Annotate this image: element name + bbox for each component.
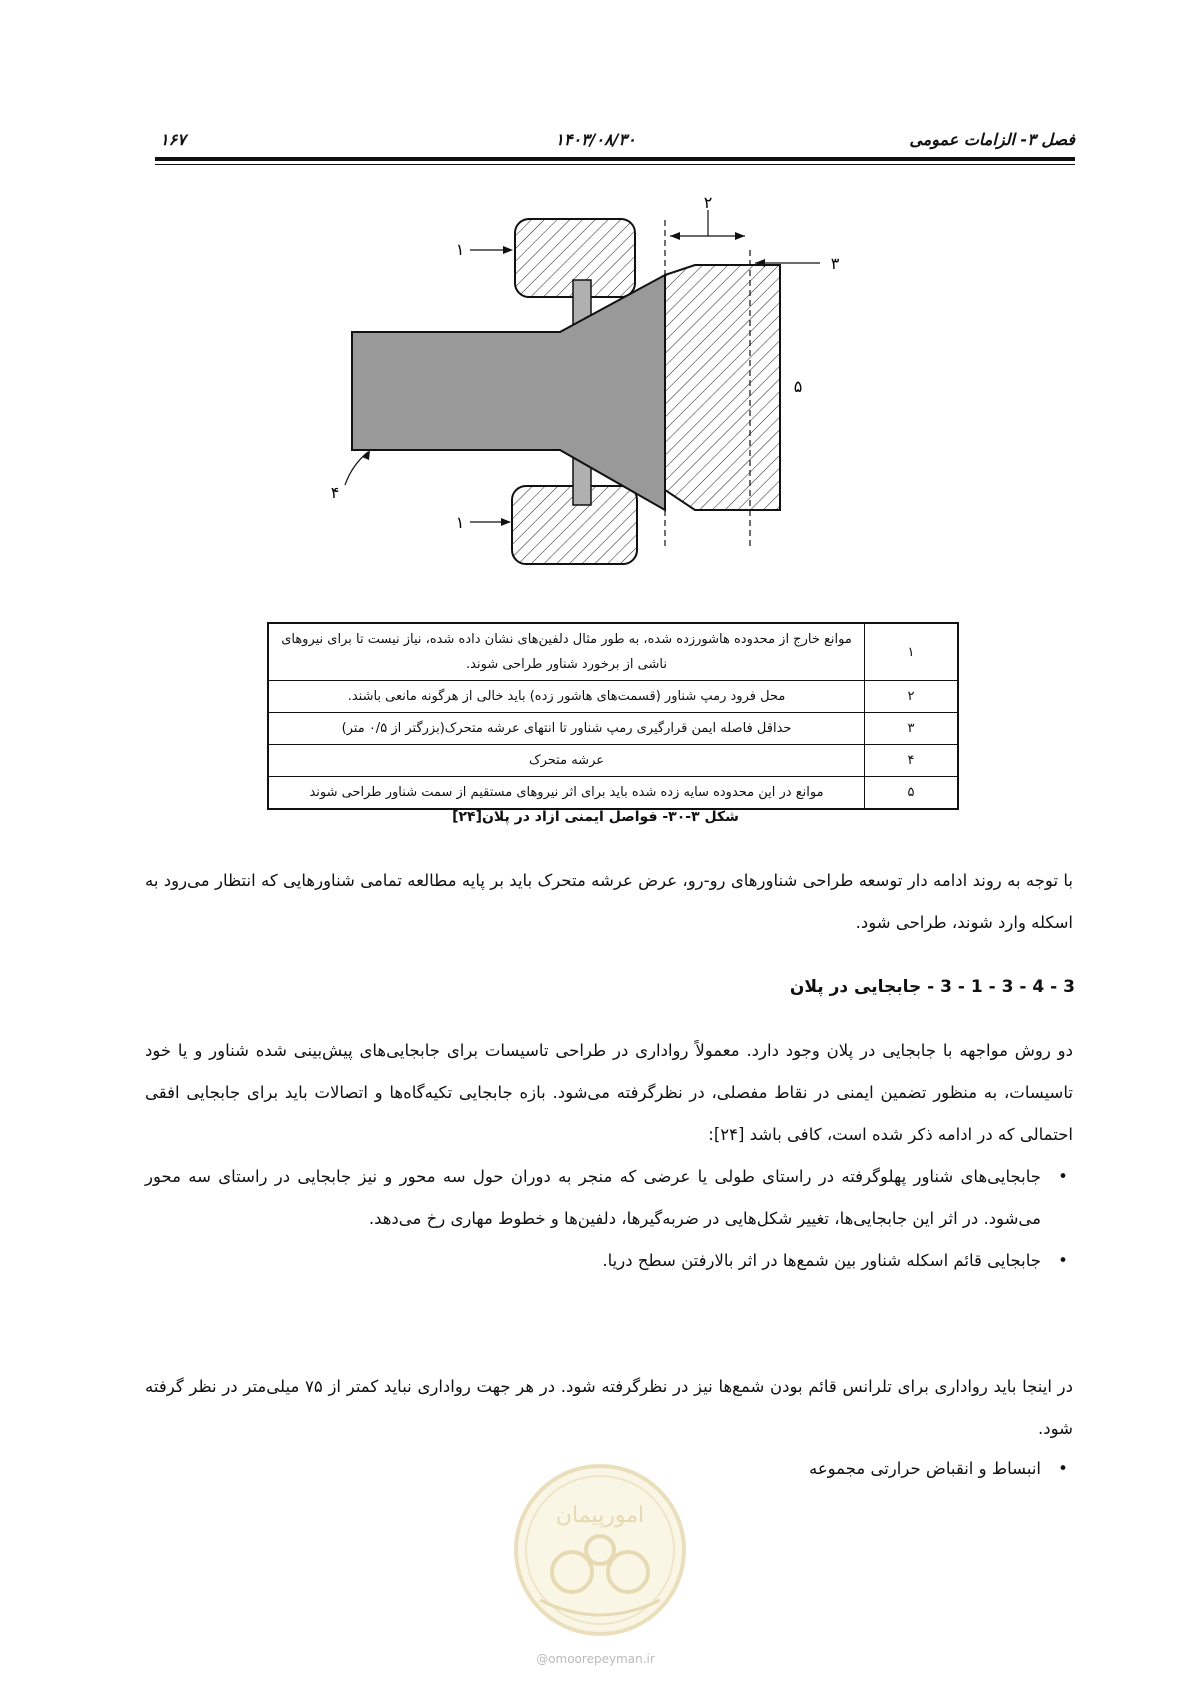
row-number: ۴ [865,745,959,777]
page-number: ۱۶۷ [160,130,186,149]
chapter-title: فصل ۳- الزامات عمومی [909,130,1075,149]
bullet-dot: • [1058,1459,1068,1478]
header-rule-thin [155,164,1075,165]
row-number: ۵ [865,777,959,810]
table-row [268,745,958,777]
watermark-text: امورپیمان [555,1503,645,1528]
callout-5: ۵ [793,377,803,396]
paragraph-1: با توجه به روند ادامه دار توسعه طراحی شناورهای رو-رو، عرض عرشه متحرک باید بر پایه مطالعه تمامی شناورهایی که انتظار می‌رود به اسکله وارد شوند، طراحی شود. [145,871,1073,932]
header-rule [155,157,1075,161]
row-text: حداقل فاصله ایمن قرارگیری رمپ شناور تا انتهای عرشه متحرک(بزرگتر از ۰/۵ متر) [268,713,865,745]
row-number: ۳ [865,713,959,745]
figure-caption: شکل ۳-۳۰- فواصل ایمنی آزاد در پلان[۲۴] [452,809,739,825]
row-number: ۱ [865,623,959,681]
watermark-logo [510,1460,690,1640]
callout-1-top: ۱ [455,240,465,259]
watermark-url: @omoorepeyman.ir [536,1652,655,1666]
list-item [145,1156,1073,1240]
callout-2: ۲ [703,193,713,212]
row-text: عرشه متحرک [268,745,865,777]
section-heading: 3 - 4 - 3 - 1 - 3 - جابجایی در پلان [789,977,1075,997]
list-item-text: جابجایی قائم اسکله شناور بین شمع‌ها در اثر بالارفتن سطح دریا. [602,1251,1041,1270]
paragraph-2: دو روش مواجهه با جابجایی در پلان وجود دارد. معمولاً رواداری در طراحی تاسیسات برای جابجایی‌های پیش‌بینی شده شناور و یا خود تاسیسات، به منظور تضمین ایمنی در نقاط مفصلی، در نظرگرفته می‌شود. بازه جابجایی تکیه‌گاه‌ها و اتصالات باید برای جابجایی افقی احتمالی که در ادامه ذکر شده است، کافی باشد [۲۴]: [145,1041,1073,1144]
bullet-dot: • [1058,1251,1068,1270]
table-row [268,777,958,810]
ramp-landing-zone [665,265,780,510]
list-item [145,1240,1073,1282]
row-text: موانع در این محدوده سایه زده شده باید برای اثر نیروهای مستقیم از سمت شناور طراحی شوند [268,777,865,810]
table-row [268,713,958,745]
table-row [268,681,958,713]
callout-3: ۳ [830,254,840,273]
list-item-text: جابجایی‌های شناور پهلوگرفته در راستای طولی یا عرضی که منجر به دوران حول سه محور و نیز جابجایی در راستای سه محور می‌شود. در اثر این جابجایی‌ها، تغییر شکل‌هایی در ضربه‌گیرها، دلفین‌ها و خطوط مهاری رخ می‌دهد. [145,1167,1041,1228]
moving-deck [352,275,665,510]
row-text: موانع خارج از محدوده هاشورزده شده، به طور مثال دلفین‌های نشان داده شده، نیاز نیست تا برای نیروهای ناشی از برخورد شناور طراحی شوند. [268,623,865,681]
bullet-dot: • [1058,1167,1068,1186]
bullet-list [145,1156,1073,1282]
callout-4: ۴ [330,483,340,502]
table-row [268,623,958,681]
list-item-text: انبساط و انقباض حرارتی مجموعه [808,1459,1041,1478]
ramp-clearance-diagram [330,193,920,620]
callout-1-bottom: ۱ [455,513,465,532]
paragraph-3: در اینجا باید رواداری برای تلرانس قائم بودن شمع‌ها نیز در نظرگرفته شود. در هر جهت رواداری نباید کمتر از ۷۵ میلی‌متر در نظر گرفته شود. [145,1377,1073,1438]
legend-table [267,622,959,810]
row-text: محل فرود رمپ شناور (قسمت‌های هاشور زده) باید خالی از هرگونه مانعی باشند. [268,681,865,713]
header-date: ۱۴۰۳/۰۸/۳۰ [555,130,636,149]
row-number: ۲ [865,681,959,713]
